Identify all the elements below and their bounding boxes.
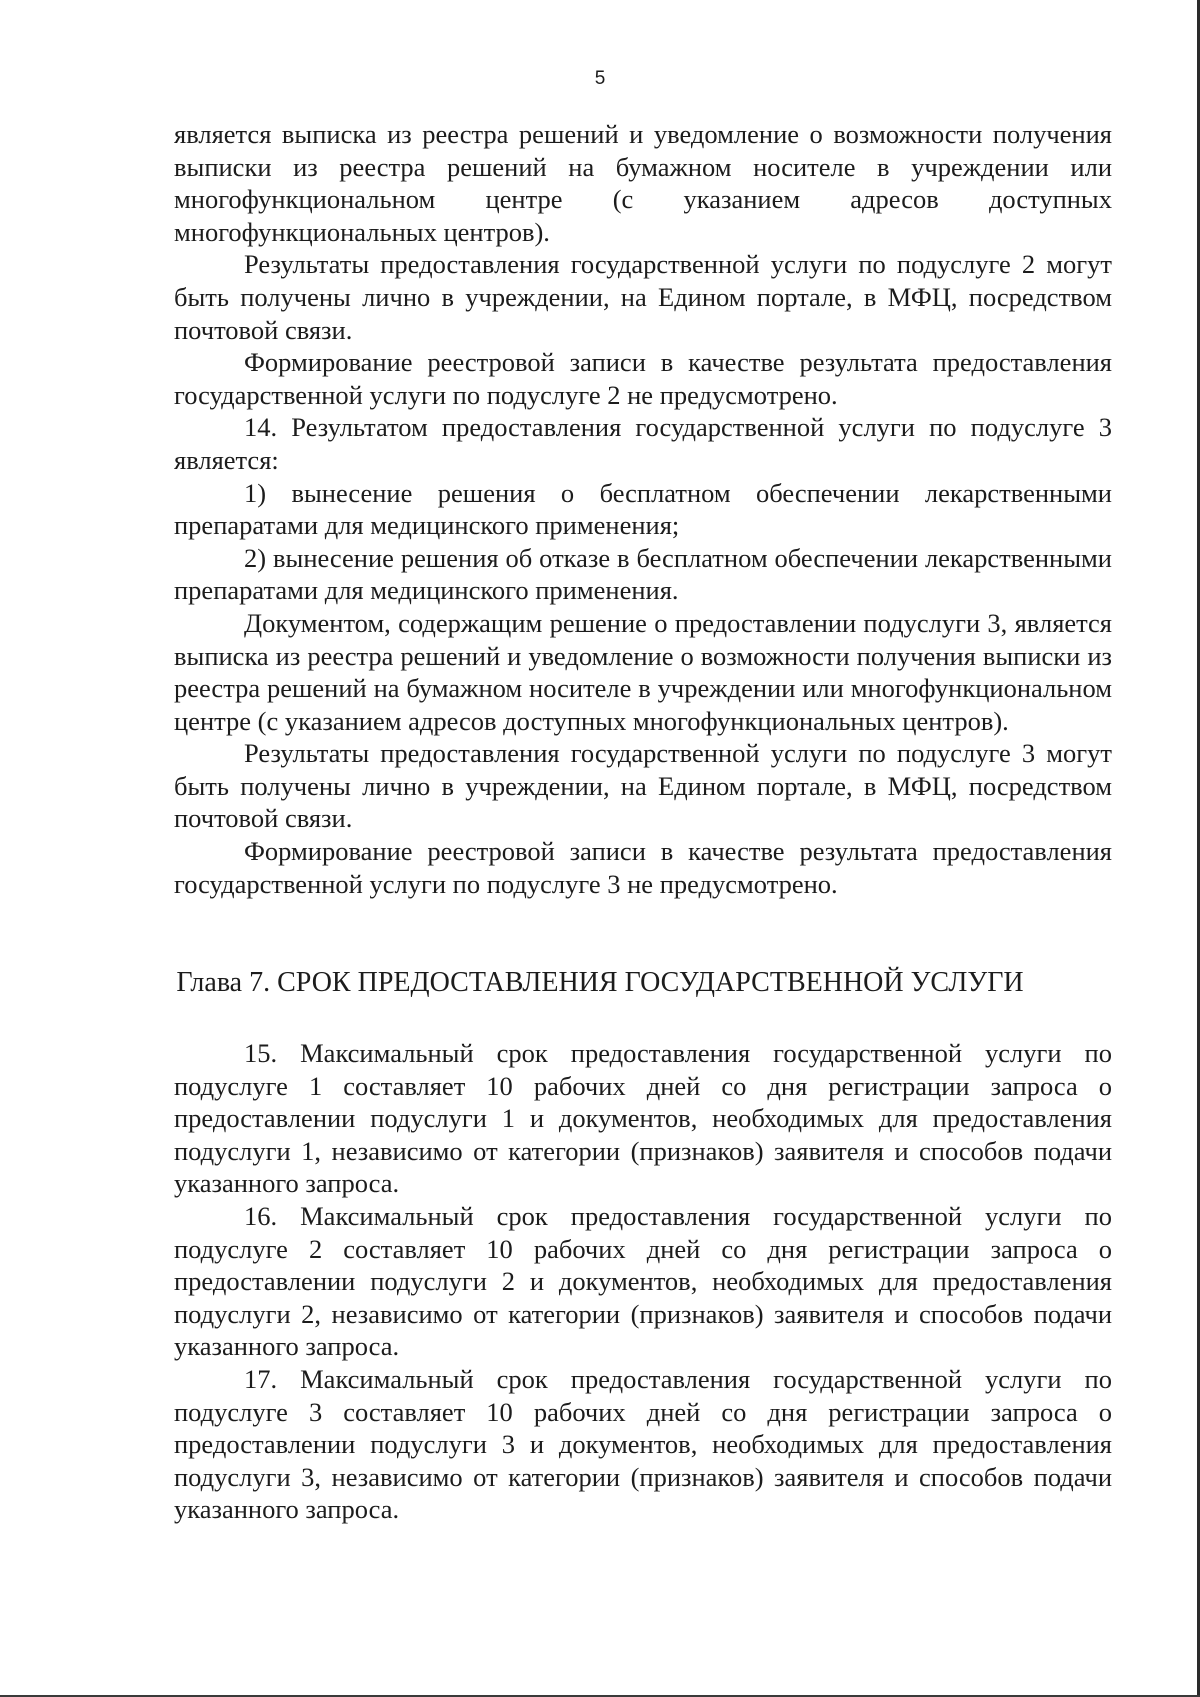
paragraph: Формирование реестровой записи в качестве результата предоставления государственной услуги по подуслуге 3 не предусмотрено. xyxy=(174,836,1112,899)
paragraph: Результаты предоставления государственной услуги по подуслуге 3 могут быть получены лично в учреждении, на Едином портале, в МФЦ, посредством почтовой связи. xyxy=(174,738,1112,834)
document-body-bottom xyxy=(174,1037,1112,1526)
paragraph-item-17: 17. Максимальный срок предоставления государственной услуги по подуслуге 3 составляет 10 рабочих дней со дня регистрации запроса о предоставлении подуслуги 3 и документов, необходимых для предоставления подуслуги 3, независимо от категории (признаков) заявителя и способов подачи указанного запроса. xyxy=(174,1363,1112,1525)
paragraph-item-16: 16. Максимальный срок предоставления государственной услуги по подуслуге 2 составляет 10 рабочих дней со дня регистрации запроса о предоставлении подуслуги 2 и документов, необходимых для предоставления подуслуги 2, независимо от категории (признаков) заявителя и способов подачи указанного запроса. xyxy=(174,1200,1112,1362)
paragraph-item-15: 15. Максимальный срок предоставления государственной услуги по подуслуге 1 составляет 10 рабочих дней со дня регистрации запроса о предоставлении подуслуги 1 и документов, необходимых для предоставления подуслуги 1, независимо от категории (признаков) заявителя и способов подачи указанного запроса. xyxy=(174,1038,1112,1199)
paragraph: Документом, содержащим решение о предоставлении подуслуги 3, является выписка из реестра решений и уведомление о возможности получения выписки из реестра решений на бумажном носителе в учреждении или многофункциональном центре (с указанием адресов доступных многофункциональных центров). xyxy=(174,607,1112,736)
paragraph: Формирование реестровой записи в качестве результата предоставления государственной услуги по подуслуге 2 не предусмотрено. xyxy=(174,347,1112,410)
list-item: 1) вынесение решения о бесплатном обеспечении лекарственными препаратами для медицинского применения; xyxy=(174,477,1112,541)
paragraph-item-14: 14. Результатом предоставления государственной услуги по подуслуге 3 является: xyxy=(174,412,1112,475)
paragraph: Результаты предоставления государственной услуги по подуслуге 2 могут быть получены лично в учреждении, на Едином портале, в МФЦ, посредством почтовой связи. xyxy=(174,249,1112,345)
chapter-heading: Глава 7. СРОК ПРЕДОСТАВЛЕНИЯ ГОСУДАРСТВЕННОЙ УСЛУГИ xyxy=(176,967,1024,998)
list-item: 2) вынесение решения об отказе в бесплатном обеспечении лекарственными препаратами для медицинского применения. xyxy=(174,542,1112,606)
document-body-top xyxy=(174,118,1112,900)
page-number: 5 xyxy=(594,68,606,89)
paragraph-continuation: является выписка из реестра решений и уведомление о возможности получения выписки из реестра решений на бумажном носителе в учреждении или многофункциональном центре (с указанием адресов доступных многофункциональных центров). xyxy=(174,119,1112,247)
